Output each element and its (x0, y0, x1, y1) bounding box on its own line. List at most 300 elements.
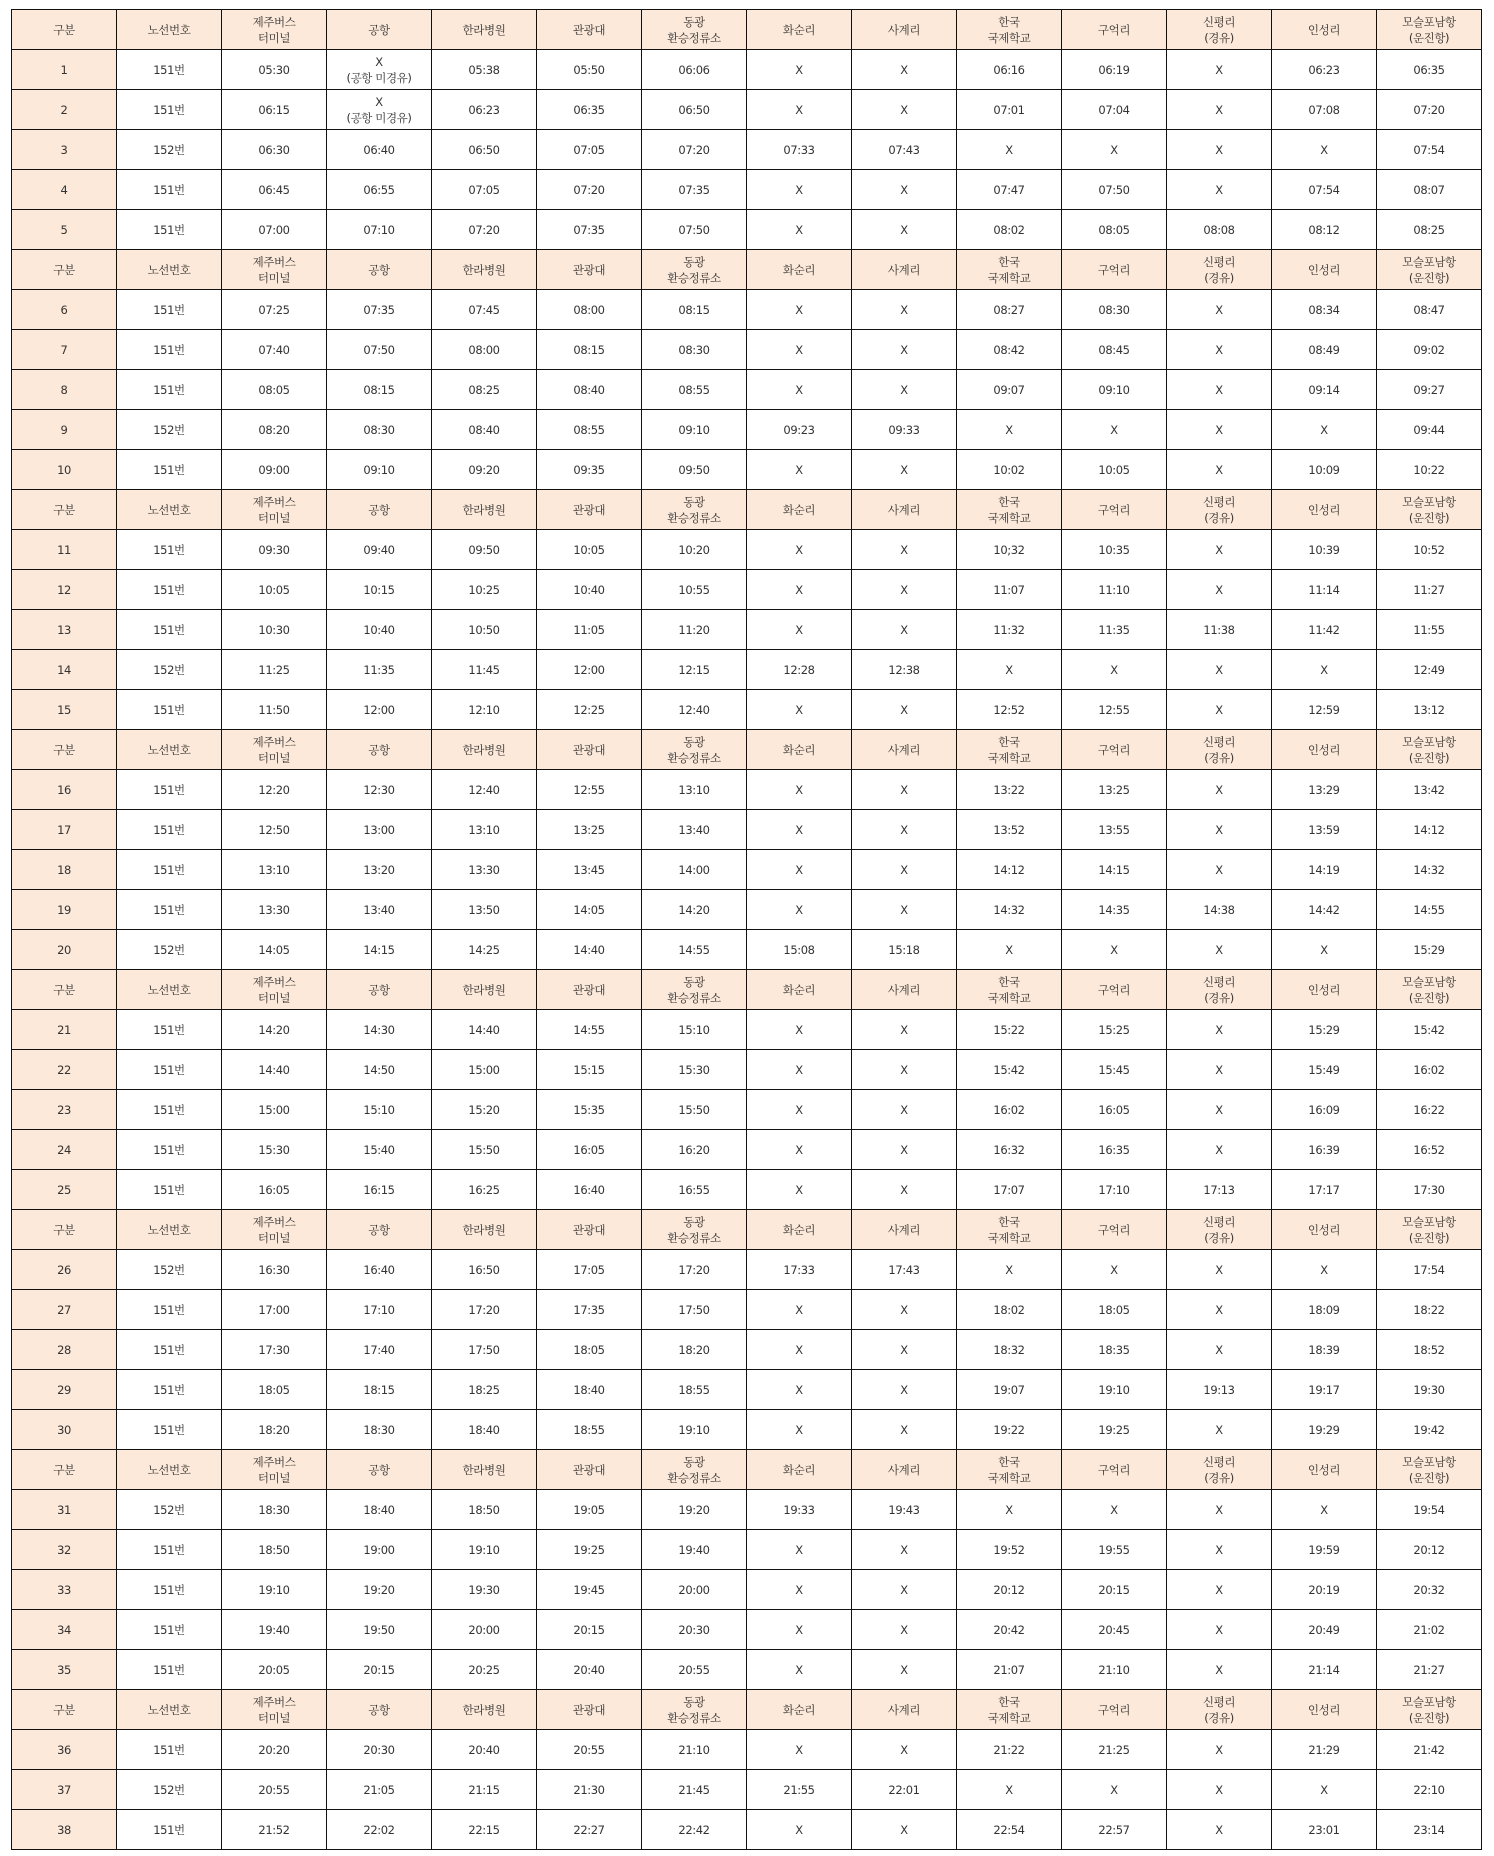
stop-time: 05:38 (432, 50, 537, 90)
stop-time: 14:50 (327, 1050, 432, 1090)
stop-time: X (1167, 1010, 1272, 1050)
trip-number: 8 (12, 370, 117, 410)
table-row (12, 1130, 1482, 1170)
stop-time: 11:32 (957, 610, 1062, 650)
stop-time: 15:15 (537, 1050, 642, 1090)
stop-time: 14:20 (222, 1010, 327, 1050)
stop-time: 19:20 (327, 1570, 432, 1610)
column-header (747, 250, 852, 290)
stop-time: 19:33 (747, 1490, 852, 1530)
stop-time: 17:13 (1167, 1170, 1272, 1210)
stop-time: 09:30 (222, 530, 327, 570)
stop-time: 08:08 (1167, 210, 1272, 250)
stop-time: 16:52 (1377, 1130, 1482, 1170)
column-header-line: 한국 (998, 14, 1020, 29)
table-row (12, 330, 1482, 370)
stop-time: 21:10 (1062, 1650, 1167, 1690)
column-header-line: 구억리 (1097, 22, 1131, 37)
trip-number: 26 (12, 1250, 117, 1290)
stop-time: X (852, 690, 957, 730)
stop-time: X (747, 370, 852, 410)
stop-time: 08:25 (432, 370, 537, 410)
stop-time: 12:40 (432, 770, 537, 810)
stop-time: 12:55 (537, 770, 642, 810)
trip-number: 21 (12, 1010, 117, 1050)
stop-time: X (852, 90, 957, 130)
stop-time: 11:42 (1272, 610, 1377, 650)
trip-number: 13 (12, 610, 117, 650)
stop-time: 17:30 (1377, 1170, 1482, 1210)
stop-time: 09:33 (852, 410, 957, 450)
stop-time: 14:40 (222, 1050, 327, 1090)
stop-time: 16:40 (327, 1250, 432, 1290)
column-header (1062, 730, 1167, 770)
route-number: 151번 (117, 1170, 222, 1210)
stop-time: 09:10 (327, 450, 432, 490)
stop-time: 19:20 (642, 1490, 747, 1530)
stop-time: X (852, 330, 957, 370)
stop-time: 06:16 (957, 50, 1062, 90)
stop-time: 21:45 (642, 1770, 747, 1810)
stop-time: X (1062, 1250, 1167, 1290)
stop-time: 12:20 (222, 770, 327, 810)
stop-time: X (957, 130, 1062, 170)
column-header-line: 구억리 (1097, 982, 1131, 997)
stop-time: 09:50 (432, 530, 537, 570)
trip-number: 10 (12, 450, 117, 490)
route-number: 151번 (117, 610, 222, 650)
column-header (117, 1210, 222, 1250)
stop-time: X (852, 1410, 957, 1450)
column-header (1167, 1690, 1272, 1730)
column-header (537, 1210, 642, 1250)
stop-time (327, 50, 432, 90)
table-row (12, 1730, 1482, 1770)
column-header (852, 10, 957, 50)
column-header-line: 제주버스 (252, 1454, 296, 1469)
route-number: 151번 (117, 1610, 222, 1650)
stop-time: X (1167, 90, 1272, 130)
stop-time: 07:50 (642, 210, 747, 250)
stop-time: 06:50 (642, 90, 747, 130)
column-header-line: 동광 (683, 1454, 705, 1469)
stop-time: 07:33 (747, 130, 852, 170)
stop-time: 18:05 (537, 1330, 642, 1370)
stop-time: 19:54 (1377, 1490, 1482, 1530)
column-header (222, 250, 327, 290)
column-header (117, 730, 222, 770)
route-number: 152번 (117, 1250, 222, 1290)
column-header-line: 구분 (53, 1702, 75, 1717)
column-header-line: 공항 (368, 22, 390, 37)
stop-time: 14:55 (537, 1010, 642, 1050)
stop-time: 09:40 (327, 530, 432, 570)
stop-time: 17:20 (432, 1290, 537, 1330)
stop-time: 17:10 (327, 1290, 432, 1330)
stop-time: 12:30 (327, 770, 432, 810)
route-number: 151번 (117, 1570, 222, 1610)
stop-time: 07:35 (537, 210, 642, 250)
column-header-line: 인성리 (1307, 1222, 1341, 1237)
column-header-line: 한라병원 (462, 502, 506, 517)
column-header (1167, 490, 1272, 530)
column-header-line: 모슬포남항 (1402, 254, 1456, 269)
stop-time: 07:35 (642, 170, 747, 210)
stop-time: 13:12 (1377, 690, 1482, 730)
stop-time: 20:40 (537, 1650, 642, 1690)
column-header-line: 신평리 (1202, 14, 1236, 29)
column-header-line: 사계리 (887, 22, 921, 37)
stop-time: 18:32 (957, 1330, 1062, 1370)
stop-time: X (852, 610, 957, 650)
stop-time: 16:35 (1062, 1130, 1167, 1170)
column-header (1377, 490, 1482, 530)
stop-time: X (852, 1090, 957, 1130)
column-header-line: 노선번호 (147, 742, 191, 757)
column-header-line: 신평리 (1202, 734, 1236, 749)
trip-number: 29 (12, 1370, 117, 1410)
stop-time: 19:30 (432, 1570, 537, 1610)
column-header (432, 730, 537, 770)
stop-time: 07:08 (1272, 90, 1377, 130)
column-header (12, 1450, 117, 1490)
stop-time: 09:44 (1377, 410, 1482, 450)
stop-time: X (747, 1290, 852, 1330)
stop-time: 07:05 (537, 130, 642, 170)
column-header (222, 730, 327, 770)
stop-time: 22:54 (957, 1810, 1062, 1850)
stop-time: 22:02 (327, 1810, 432, 1850)
stop-time: X (1167, 570, 1272, 610)
column-header-line: 동광 (683, 734, 705, 749)
column-header (1377, 1210, 1482, 1250)
stop-time: 19:50 (327, 1610, 432, 1650)
stop-time: 15:00 (222, 1090, 327, 1130)
column-header-line: 터미널 (257, 1470, 291, 1485)
stop-time: X (1167, 410, 1272, 450)
stop-time: 09:23 (747, 410, 852, 450)
stop-time: 10:25 (432, 570, 537, 610)
stop-time: 10:52 (1377, 530, 1482, 570)
column-header-line: 사계리 (887, 1702, 921, 1717)
stop-time: 08:45 (1062, 330, 1167, 370)
column-header-line: 화순리 (782, 22, 816, 37)
table-row (12, 1410, 1482, 1450)
column-header-line: 모슬포남항 (1402, 974, 1456, 989)
stop-time: 15:08 (747, 930, 852, 970)
stop-time: X (747, 610, 852, 650)
column-header-line: 구분 (53, 742, 75, 757)
stop-time: 20:49 (1272, 1610, 1377, 1650)
stop-time: 08:25 (1377, 210, 1482, 250)
table-row (12, 690, 1482, 730)
stop-time: X (747, 450, 852, 490)
stop-time: 10:35 (1062, 530, 1167, 570)
stop-time: 17:35 (537, 1290, 642, 1330)
stop-time: X (1167, 1410, 1272, 1450)
stop-time: 11:14 (1272, 570, 1377, 610)
column-header (537, 1450, 642, 1490)
stop-time: 12:40 (642, 690, 747, 730)
stop-time: 08:34 (1272, 290, 1377, 330)
stop-time: 20:45 (1062, 1610, 1167, 1650)
column-header (1272, 970, 1377, 1010)
header-row (12, 1690, 1482, 1730)
table-row (12, 1170, 1482, 1210)
stop-time: 08:30 (327, 410, 432, 450)
column-header-line: (운진항) (1408, 30, 1450, 45)
stop-time: 16:05 (222, 1170, 327, 1210)
column-header-line: 제주버스 (252, 494, 296, 509)
stop-time: 21:02 (1377, 1610, 1482, 1650)
stop-time: 15:40 (327, 1130, 432, 1170)
stop-time: X (747, 1050, 852, 1090)
column-header-line: 화순리 (782, 1222, 816, 1237)
column-header (957, 1690, 1062, 1730)
stop-time: X (1167, 1490, 1272, 1530)
column-header-line: 한라병원 (462, 1462, 506, 1477)
stop-time: 19:52 (957, 1530, 1062, 1570)
stop-time: 06:15 (222, 90, 327, 130)
stop-time: X (1062, 410, 1167, 450)
column-header-line: 환승정류소 (667, 510, 721, 525)
column-header (957, 250, 1062, 290)
table-row (12, 890, 1482, 930)
stop-time: X (852, 810, 957, 850)
stop-time: 06:35 (1377, 50, 1482, 90)
column-header (117, 250, 222, 290)
table-row (12, 170, 1482, 210)
stop-time: 13:45 (537, 850, 642, 890)
column-header (747, 10, 852, 50)
column-header-line: 구분 (53, 22, 75, 37)
column-header (1272, 1450, 1377, 1490)
stop-time: 15:00 (432, 1050, 537, 1090)
column-header-line: 화순리 (782, 982, 816, 997)
stop-time: 07:00 (222, 210, 327, 250)
column-header-line: 한라병원 (462, 22, 506, 37)
table-row (12, 450, 1482, 490)
stop-time: 18:20 (642, 1330, 747, 1370)
table-row (12, 1530, 1482, 1570)
stop-time: X (957, 410, 1062, 450)
table-row (12, 1290, 1482, 1330)
stop-time: 07:54 (1272, 170, 1377, 210)
stop-time: X (852, 1570, 957, 1610)
trip-number: 30 (12, 1410, 117, 1450)
route-number: 151번 (117, 1370, 222, 1410)
column-header-line: (경유) (1204, 750, 1234, 765)
column-header-line: 관광대 (572, 1702, 606, 1717)
stop-time: 18:22 (1377, 1290, 1482, 1330)
stop-time: 10:40 (537, 570, 642, 610)
column-header (1062, 1690, 1167, 1730)
column-header-line: 관광대 (572, 982, 606, 997)
trip-number: 27 (12, 1290, 117, 1330)
table-row (12, 530, 1482, 570)
stop-time: 11:55 (1377, 610, 1482, 650)
stop-time: 14:35 (1062, 890, 1167, 930)
stop-time: 15:45 (1062, 1050, 1167, 1090)
route-number: 151번 (117, 450, 222, 490)
column-header-line: 한라병원 (462, 742, 506, 757)
table-row (12, 570, 1482, 610)
column-header (1062, 1210, 1167, 1250)
stop-time: 18:35 (1062, 1330, 1167, 1370)
stop-time: X (852, 1170, 957, 1210)
stop-time: 16:09 (1272, 1090, 1377, 1130)
stop-time: X (1167, 170, 1272, 210)
column-header-line: 사계리 (887, 1222, 921, 1237)
column-header-line: 국제학교 (987, 1710, 1031, 1725)
column-header-line: 구억리 (1097, 1702, 1131, 1717)
column-header (222, 1690, 327, 1730)
stop-time: 19:00 (327, 1530, 432, 1570)
stop-time: 07:01 (957, 90, 1062, 130)
table-row (12, 1570, 1482, 1610)
stop-time: X (747, 210, 852, 250)
column-header (1272, 730, 1377, 770)
stop-time: 21:05 (327, 1770, 432, 1810)
stop-time: 10:22 (1377, 450, 1482, 490)
column-header (1377, 10, 1482, 50)
stop-time: 18:52 (1377, 1330, 1482, 1370)
column-header-line: 제주버스 (252, 734, 296, 749)
stop-time: 05:50 (537, 50, 642, 90)
stop-time: X (1167, 1730, 1272, 1770)
table-row (12, 1250, 1482, 1290)
column-header (117, 490, 222, 530)
stop-time: 21:10 (642, 1730, 747, 1770)
trip-number: 23 (12, 1090, 117, 1130)
table-row (12, 810, 1482, 850)
stop-time: 08:42 (957, 330, 1062, 370)
stop-time: 07:50 (1062, 170, 1167, 210)
stop-time: X (957, 930, 1062, 970)
stop-time: X (1167, 650, 1272, 690)
stop-time: X (1167, 1130, 1272, 1170)
stop-time: 21:14 (1272, 1650, 1377, 1690)
stop-time: 20:15 (537, 1610, 642, 1650)
stop-time: X (1167, 1810, 1272, 1850)
stop-time: 19:10 (432, 1530, 537, 1570)
stop-time: 17:05 (537, 1250, 642, 1290)
route-number: 151번 (117, 90, 222, 130)
column-header-line: 터미널 (257, 1230, 291, 1245)
column-header-line: 구억리 (1097, 262, 1131, 277)
column-header-line: 구분 (53, 502, 75, 517)
stop-time: 14:15 (1062, 850, 1167, 890)
stop-time: 07:35 (327, 290, 432, 330)
stop-time: 14:05 (537, 890, 642, 930)
column-header (327, 1690, 432, 1730)
stop-time: 11:38 (1167, 610, 1272, 650)
column-header-line: 인성리 (1307, 502, 1341, 517)
column-header-line: 국제학교 (987, 990, 1031, 1005)
stop-time: X (747, 1530, 852, 1570)
stop-time: 17:40 (327, 1330, 432, 1370)
column-header-line: 공항 (368, 742, 390, 757)
table-row (12, 130, 1482, 170)
column-header (1377, 730, 1482, 770)
stop-time: 18:05 (222, 1370, 327, 1410)
column-header (747, 970, 852, 1010)
stop-time: 14:15 (327, 930, 432, 970)
stop-time: X (1167, 330, 1272, 370)
route-number: 151번 (117, 850, 222, 890)
stop-time: 21:42 (1377, 1730, 1482, 1770)
trip-number: 35 (12, 1650, 117, 1690)
stop-time: X (1167, 370, 1272, 410)
stop-time: 08:15 (537, 330, 642, 370)
stop-time: X (1167, 1050, 1272, 1090)
table-row (12, 50, 1482, 90)
stop-time: X (1062, 1490, 1167, 1530)
stop-time: X (852, 1290, 957, 1330)
stop-time: 19:10 (1062, 1370, 1167, 1410)
column-header-line: 한국 (998, 1694, 1020, 1709)
column-header (432, 250, 537, 290)
column-header-line: 모슬포남항 (1402, 494, 1456, 509)
airport-skip-note: X (375, 54, 383, 69)
column-header-line: 인성리 (1307, 1462, 1341, 1477)
stop-time: 19:13 (1167, 1370, 1272, 1410)
column-header-line: 사계리 (887, 262, 921, 277)
stop-time: 16:05 (1062, 1090, 1167, 1130)
column-header (327, 970, 432, 1010)
column-header-line: (경유) (1204, 990, 1234, 1005)
column-header (642, 1690, 747, 1730)
stop-time: 06:06 (642, 50, 747, 90)
column-header-line: 구억리 (1097, 502, 1131, 517)
stop-time: 14:05 (222, 930, 327, 970)
table-row (12, 650, 1482, 690)
stop-time: 13:20 (327, 850, 432, 890)
stop-time: 17:50 (642, 1290, 747, 1330)
column-header (852, 250, 957, 290)
stop-time: X (957, 1770, 1062, 1810)
column-header (12, 970, 117, 1010)
stop-time: 15:35 (537, 1090, 642, 1130)
column-header (1167, 1450, 1272, 1490)
column-header-line: 노선번호 (147, 502, 191, 517)
stop-time: 12:28 (747, 650, 852, 690)
route-number: 151번 (117, 170, 222, 210)
column-header (117, 1690, 222, 1730)
column-header (1272, 490, 1377, 530)
stop-time: X (1167, 1090, 1272, 1130)
column-header (957, 10, 1062, 50)
stop-time: X (747, 1090, 852, 1130)
stop-time: 10:05 (222, 570, 327, 610)
stop-time: 21:52 (222, 1810, 327, 1850)
stop-time: 20:05 (222, 1650, 327, 1690)
column-header-line: 모슬포남항 (1402, 1214, 1456, 1229)
stop-time: 19:07 (957, 1370, 1062, 1410)
column-header (957, 970, 1062, 1010)
stop-time: 09:14 (1272, 370, 1377, 410)
table-row (12, 1370, 1482, 1410)
column-header-line: 모슬포남항 (1402, 1694, 1456, 1709)
column-header (642, 1210, 747, 1250)
stop-time: X (1167, 290, 1272, 330)
column-header-line: 관광대 (572, 1462, 606, 1477)
bus-timetable (11, 9, 1482, 1850)
stop-time: 06:23 (1272, 50, 1377, 90)
trip-number: 15 (12, 690, 117, 730)
stop-time: 20:42 (957, 1610, 1062, 1650)
stop-time: 13:00 (327, 810, 432, 850)
